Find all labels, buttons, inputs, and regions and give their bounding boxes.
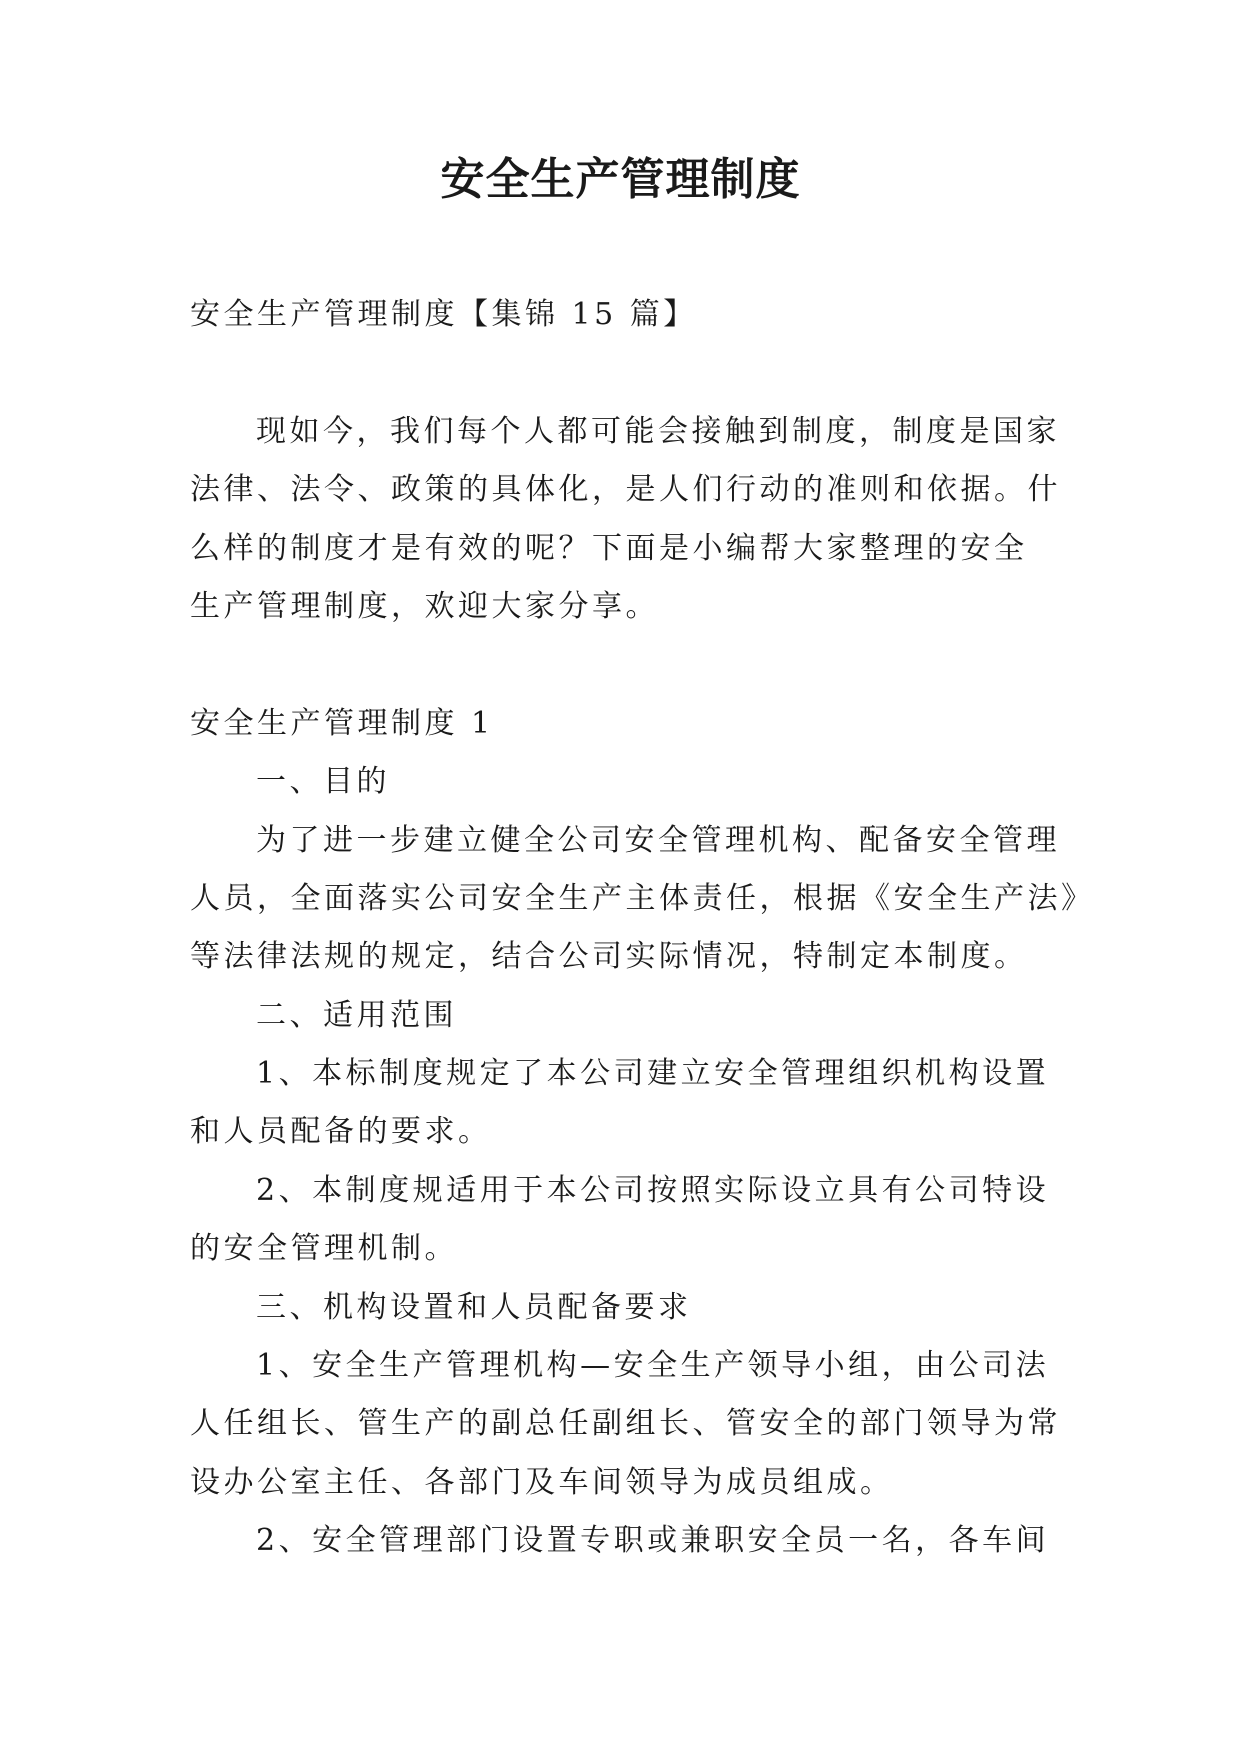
body-line: 1、安全生产管理机构—安全生产领导小组，由公司法 xyxy=(256,1348,1050,1384)
blank-line xyxy=(190,344,1054,402)
document-subtitle: 安全生产管理制度【集锦 15 篇】 xyxy=(190,297,697,332)
blank-line xyxy=(190,636,1054,694)
body-line: 三、机构设置和人员配备要求 xyxy=(256,1289,692,1325)
intro-paragraph-line: 法律、法令、政策的具体化，是人们行动的准则和依据。什 xyxy=(190,472,1061,508)
body-line: 等法律法规的规定，结合公司实际情况，特制定本制度。 xyxy=(190,939,1028,975)
document-title: 安全生产管理制度 xyxy=(440,154,801,205)
section-heading: 安全生产管理制度 1 xyxy=(190,705,494,741)
body-line: 1、本标制度规定了本公司建立安全管理组织机构设置 xyxy=(256,1056,1050,1092)
body-line: 2、本制度规适用于本公司按照实际设立具有公司特设 xyxy=(256,1172,1050,1208)
body-line: 一、目的 xyxy=(256,764,390,800)
body-line: 人员，全面落实公司安全生产主体责任，根据《安全生产法》 xyxy=(190,880,1095,916)
body-line: 2、安全管理部门设置专职或兼职安全员一名，各车间 xyxy=(256,1523,1050,1559)
body-line: 和人员配备的要求。 xyxy=(190,1114,492,1150)
intro-paragraph-line: 生产管理制度，欢迎大家分享。 xyxy=(190,588,659,624)
body-line: 的安全管理机制。 xyxy=(190,1231,458,1267)
body-line: 为了进一步建立健全公司安全管理机构、配备安全管理 xyxy=(256,822,1060,858)
body-line: 二、适用范围 xyxy=(256,997,457,1033)
intro-paragraph-line: 么样的制度才是有效的呢？下面是小编帮大家整理的安全 xyxy=(190,530,1028,566)
body-line: 人任组长、管生产的副总任副组长、管安全的部门领导为常 xyxy=(190,1406,1061,1442)
intro-paragraph-line: 现如今，我们每个人都可能会接触到制度，制度是国家 xyxy=(256,413,1060,449)
body-line: 设办公室主任、各部门及车间领导为成员组成。 xyxy=(190,1464,894,1500)
document-body xyxy=(190,286,1095,1571)
